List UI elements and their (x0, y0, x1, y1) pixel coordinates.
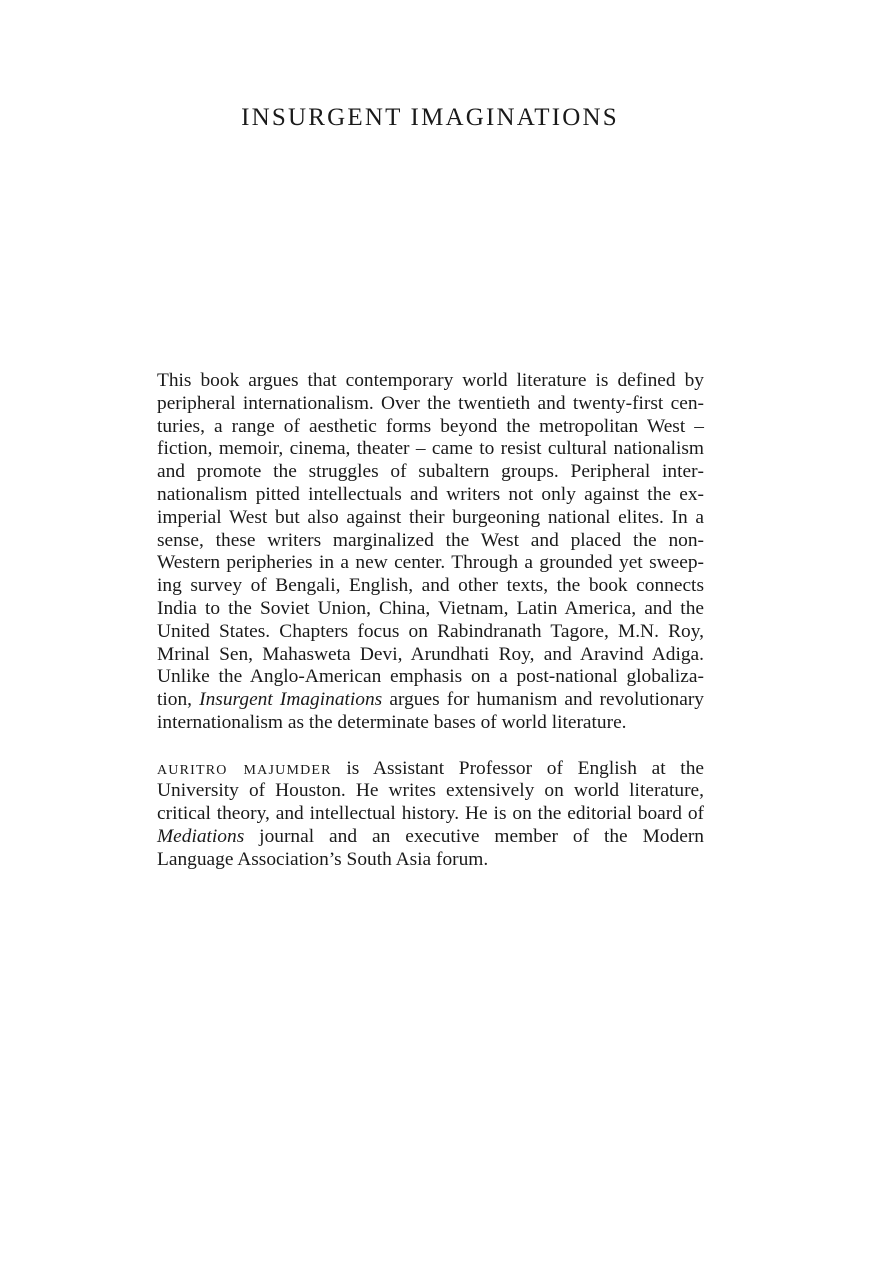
bio-text-part-1: is Assistant Professor of English at the University of Houston. He writes extensively on world literature, critical theory, and intellectual history. He is on the editorial board of (157, 757, 704, 825)
synopsis-book-title-italic: Insurgent Imaginations (199, 689, 383, 711)
book-synopsis (157, 370, 704, 735)
bio-text-part-2: journal and an executive member of the Modern Language Association’s South Asia forum. (157, 825, 704, 870)
book-title: INSURGENT IMAGINATIONS (241, 104, 619, 131)
back-matter-text (157, 370, 704, 872)
author-bio (157, 758, 704, 872)
synopsis-text-part-1: This book argues that contemporary world literature is defined by peripheral internationalism. Over the twentieth and twenty-first centuries, a range of aesthetic forms beyond the metropolitan West – fiction, memoir, cinema, theater – came to resist cultural nationalism and promote the struggles of subaltern groups. Peripheral internationalism pitted intellectuals and writers not only against the ex-imperial West but also against their burgeoning national elites. In a sense, these writers marginalized the West and placed the non-Western peripheries in a new center. Through a grounded yet sweeping survey of Bengali, English, and other texts, the book connects India to the Soviet Union, China, Vietnam, Latin America, and the United States. Chapters focus on Rabindranath Tagore, M.N. Roy, Mrinal Sen, Mahasweta Devi, Arundhati Roy, and Aravind Adiga. Unlike the Anglo-American emphasis on a post-national globalization, (157, 370, 704, 711)
synopsis-text-part-2: argues for humanism and revolutionary internationalism as the determinate bases of world literature. (157, 689, 704, 733)
author-name: auritro majumder (157, 757, 332, 779)
journal-name-italic: Mediations (157, 825, 245, 847)
